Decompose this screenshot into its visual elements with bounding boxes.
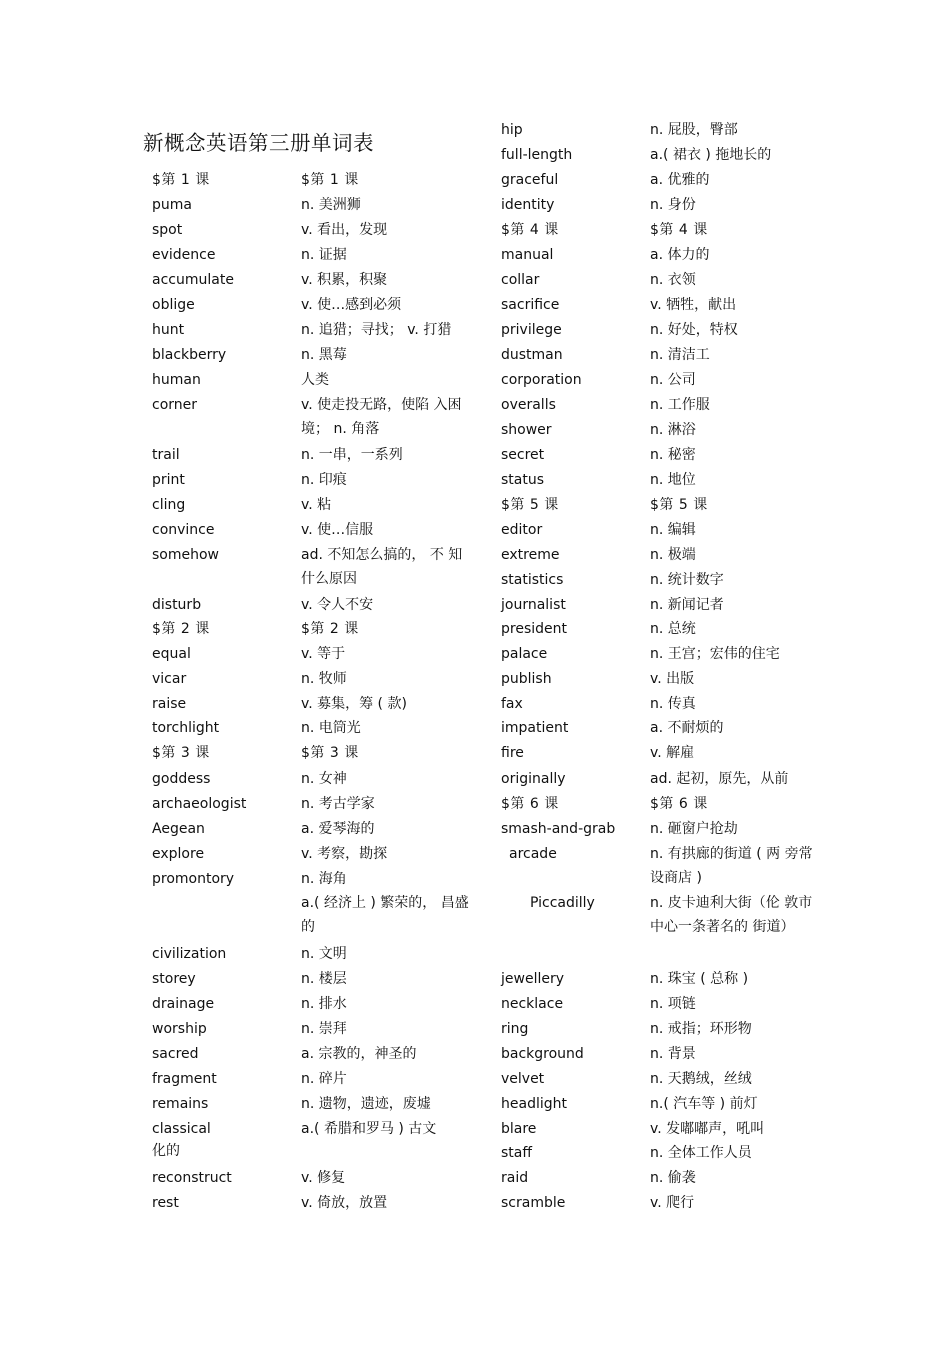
vocab-word: 化的 [152, 1143, 180, 1159]
vocab-definition: n. 总统 [650, 621, 696, 637]
vocab-word: staff [501, 1145, 533, 1161]
vocab-word: reconstruct [152, 1170, 232, 1186]
vocab-definition: n. 海角 [301, 871, 347, 887]
vocab-word: hip [501, 122, 523, 138]
vocab-word: sacred [152, 1046, 199, 1062]
vocab-word: blackberry [152, 347, 227, 363]
vocab-word: $第 6 课 [501, 796, 559, 812]
vocab-word: cling [152, 497, 186, 513]
vocab-word: somehow [152, 547, 219, 563]
vocab-definition: $第 4 课 [650, 222, 708, 238]
vocab-definition: v. 粘 [301, 497, 332, 513]
vocab-definition: n. 珠宝 ( 总称 ) [650, 971, 749, 987]
vocab-definition: a. 宗教的，神圣的 [301, 1046, 417, 1062]
vocab-word: rest [152, 1195, 179, 1211]
vocab-word: raise [152, 696, 187, 712]
vocab-definition: 人类 [301, 372, 329, 388]
vocab-definition: $第 6 课 [650, 796, 708, 812]
vocab-word: evidence [152, 247, 216, 263]
vocab-word: overalls [501, 397, 556, 413]
vocab-word: accumulate [152, 272, 234, 288]
vocab-definition: n. 排水 [301, 996, 347, 1012]
vocab-word: spot [152, 222, 183, 238]
vocab-word: corporation [501, 372, 582, 388]
vocab-definition: n. 编辑 [650, 522, 696, 538]
vocab-definition: n. 屁股，臀部 [650, 122, 738, 138]
vocab-definition: n. 黑莓 [301, 347, 347, 363]
vocab-word: human [152, 372, 201, 388]
vocab-word: $第 5 课 [501, 497, 559, 513]
vocab-word: archaeologist [152, 796, 247, 812]
vocab-word: drainage [152, 996, 215, 1012]
vocab-word: statistics [501, 572, 564, 588]
vocab-word: explore [152, 846, 205, 862]
vocab-word: ring [501, 1021, 529, 1037]
vocab-word: trail [152, 447, 180, 463]
vocab-definition: n. 秘密 [650, 447, 696, 463]
vocab-definition: n. 考古学家 [301, 796, 375, 812]
vocab-word: jewellery [501, 971, 564, 987]
vocab-word: $第 3 课 [152, 745, 210, 761]
vocab-definition: v. 牺牲，献出 [650, 297, 737, 313]
vocab-word: editor [501, 522, 543, 538]
vocab-definition: v. 倚放，放置 [301, 1195, 388, 1211]
vocab-word: collar [501, 272, 540, 288]
vocab-definition: $第 3 课 [301, 745, 359, 761]
vocab-definition: n. 王宫；宏伟的住宅 [650, 646, 780, 662]
vocab-definition: n. 极端 [650, 547, 696, 563]
vocab-definition: ad. 不知怎么搞的， 不 知什么原因 [301, 547, 463, 587]
vocab-definition: a. 优雅的 [650, 172, 710, 188]
vocab-definition: v. 发嘟嘟声，吼叫 [650, 1121, 765, 1137]
vocab-word: dustman [501, 347, 563, 363]
vocab-definition: n. 身份 [650, 197, 696, 213]
vocab-definition: v. 使走投无路，使陷 入困境； n. 角落 [301, 397, 462, 437]
vocab-definition: n. 一串，一系列 [301, 447, 403, 463]
vocab-definition: n. 追猎；寻找； v. 打猎 [301, 322, 452, 338]
vocab-word: $第 2 课 [152, 621, 210, 637]
vocab-definition: v. 爬行 [650, 1195, 695, 1211]
vocab-word: identity [501, 197, 555, 213]
vocab-definition: n. 工作服 [650, 397, 710, 413]
vocab-word: journalist [501, 597, 566, 613]
vocab-definition: n.( 汽车等 ) 前灯 [650, 1096, 758, 1112]
vocab-word: torchlight [152, 720, 220, 736]
vocab-word: publish [501, 671, 552, 687]
vocab-definition: $第 5 课 [650, 497, 708, 513]
vocab-definition: n. 女神 [301, 771, 347, 787]
vocab-definition: v. 募集，筹 ( 款) [301, 696, 407, 712]
vocab-definition: v. 积累，积聚 [301, 272, 388, 288]
vocab-definition: v. 使…信服 [301, 522, 374, 538]
vocab-definition: $第 2 课 [301, 621, 359, 637]
vocab-word: puma [152, 197, 192, 213]
vocab-word: smash-and-grab [501, 821, 616, 837]
vocab-word: corner [152, 397, 198, 413]
vocab-definition: n. 偷袭 [650, 1170, 696, 1186]
vocab-definition: a.( 希腊和罗马 ) 古文 [301, 1121, 437, 1137]
vocab-word: background [501, 1046, 584, 1062]
vocab-word: promontory [152, 871, 235, 887]
vocab-word: necklace [501, 996, 564, 1012]
vocab-definition: n. 全体工作人员 [650, 1145, 752, 1161]
vocab-definition: n. 项链 [650, 996, 696, 1012]
vocab-word: convince [152, 522, 215, 538]
vocab-definition: n. 新闻记者 [650, 597, 724, 613]
vocab-word: sacrifice [501, 297, 560, 313]
vocab-definition: n. 传真 [650, 696, 696, 712]
vocab-word: arcade [509, 846, 557, 862]
vocab-word: storey [152, 971, 196, 987]
vocab-definition: v. 修复 [301, 1170, 346, 1186]
vocab-definition: n. 美洲狮 [301, 197, 361, 213]
vocab-definition: $第 1 课 [301, 172, 359, 188]
vocab-definition: v. 等于 [301, 646, 346, 662]
vocab-word: extreme [501, 547, 560, 563]
vocab-word: equal [152, 646, 191, 662]
vocab-definition: n. 证据 [301, 247, 347, 263]
vocab-definition: n. 文明 [301, 946, 347, 962]
vocab-word: shower [501, 422, 552, 438]
vocab-definition: n. 皮卡迪利大街（伦 敦市中心一条著名的 街道） [650, 895, 813, 935]
vocab-word: classical [152, 1121, 211, 1137]
vocab-definition: v. 看出，发现 [301, 222, 388, 238]
vocab-word: fragment [152, 1071, 217, 1087]
vocab-word: vicar [152, 671, 187, 687]
vocab-definition: v. 令人不安 [301, 597, 374, 613]
vocab-definition: n. 碎片 [301, 1071, 347, 1087]
vocab-definition: n. 好处，特权 [650, 322, 738, 338]
vocab-definition: n. 遗物，遗迹，废墟 [301, 1096, 431, 1112]
vocab-word: status [501, 472, 545, 488]
vocab-word: hunt [152, 322, 185, 338]
vocab-definition: n. 楼层 [301, 971, 347, 987]
vocab-word: civilization [152, 946, 227, 962]
vocab-word: print [152, 472, 185, 488]
vocab-word: secret [501, 447, 545, 463]
vocab-definition: a.( 裙衣 ) 拖地长的 [650, 147, 772, 163]
vocab-definition: n. 淋浴 [650, 422, 696, 438]
vocab-word: $第 1 课 [152, 172, 210, 188]
vocab-definition: a.( 经济上 ) 繁荣的， 昌盛的 [301, 895, 469, 935]
vocab-word: privilege [501, 322, 562, 338]
vocab-definition: n. 统计数字 [650, 572, 724, 588]
vocab-word: fax [501, 696, 523, 712]
vocab-word: graceful [501, 172, 559, 188]
vocab-word: oblige [152, 297, 195, 313]
vocab-word: full-length [501, 147, 573, 163]
vocab-word: worship [152, 1021, 207, 1037]
vocab-word: president [501, 621, 567, 637]
vocab-definition: n. 天鹅绒，丝绒 [650, 1071, 752, 1087]
vocab-definition: a. 体力的 [650, 247, 710, 263]
vocab-word: Aegean [152, 821, 205, 837]
vocab-definition: ad. 起初，原先，从前 [650, 771, 789, 787]
vocab-word: originally [501, 771, 566, 787]
vocab-word: goddess [152, 771, 211, 787]
vocab-definition: n. 牧师 [301, 671, 347, 687]
vocab-word: manual [501, 247, 554, 263]
vocab-definition: v. 使…感到必须 [301, 297, 402, 313]
vocab-definition: n. 清洁工 [650, 347, 710, 363]
vocab-word: $第 4 课 [501, 222, 559, 238]
vocab-definition: v. 解雇 [650, 745, 695, 761]
vocab-definition: n. 公司 [650, 372, 696, 388]
vocab-word: fire [501, 745, 524, 761]
vocab-word: impatient [501, 720, 569, 736]
vocab-definition: n. 电筒光 [301, 720, 361, 736]
vocab-definition: n. 有拱廊的街道 ( 两 旁常设商店 ) [650, 846, 813, 886]
vocab-definition: n. 印痕 [301, 472, 347, 488]
vocab-word: palace [501, 646, 548, 662]
vocab-definition: n. 崇拜 [301, 1021, 347, 1037]
vocab-definition: n. 衣领 [650, 272, 696, 288]
vocab-word: Piccadilly [530, 895, 595, 911]
vocab-definition: a. 不耐烦的 [650, 720, 724, 736]
vocab-definition: n. 戒指；环形物 [650, 1021, 752, 1037]
page-title: 新概念英语第三册单词表 [143, 131, 374, 155]
vocab-word: scramble [501, 1195, 566, 1211]
vocab-word: disturb [152, 597, 202, 613]
vocab-word: remains [152, 1096, 209, 1112]
vocab-definition: n. 背景 [650, 1046, 696, 1062]
vocab-word: blare [501, 1121, 537, 1137]
vocab-word: headlight [501, 1096, 567, 1112]
vocab-definition: v. 出版 [650, 671, 695, 687]
vocab-definition: n. 砸窗户抢劫 [650, 821, 738, 837]
vocab-definition: n. 地位 [650, 472, 696, 488]
vocab-word: velvet [501, 1071, 545, 1087]
vocab-definition: v. 考察，勘探 [301, 846, 388, 862]
vocab-definition: a. 爱琴海的 [301, 821, 375, 837]
vocab-word: raid [501, 1170, 529, 1186]
